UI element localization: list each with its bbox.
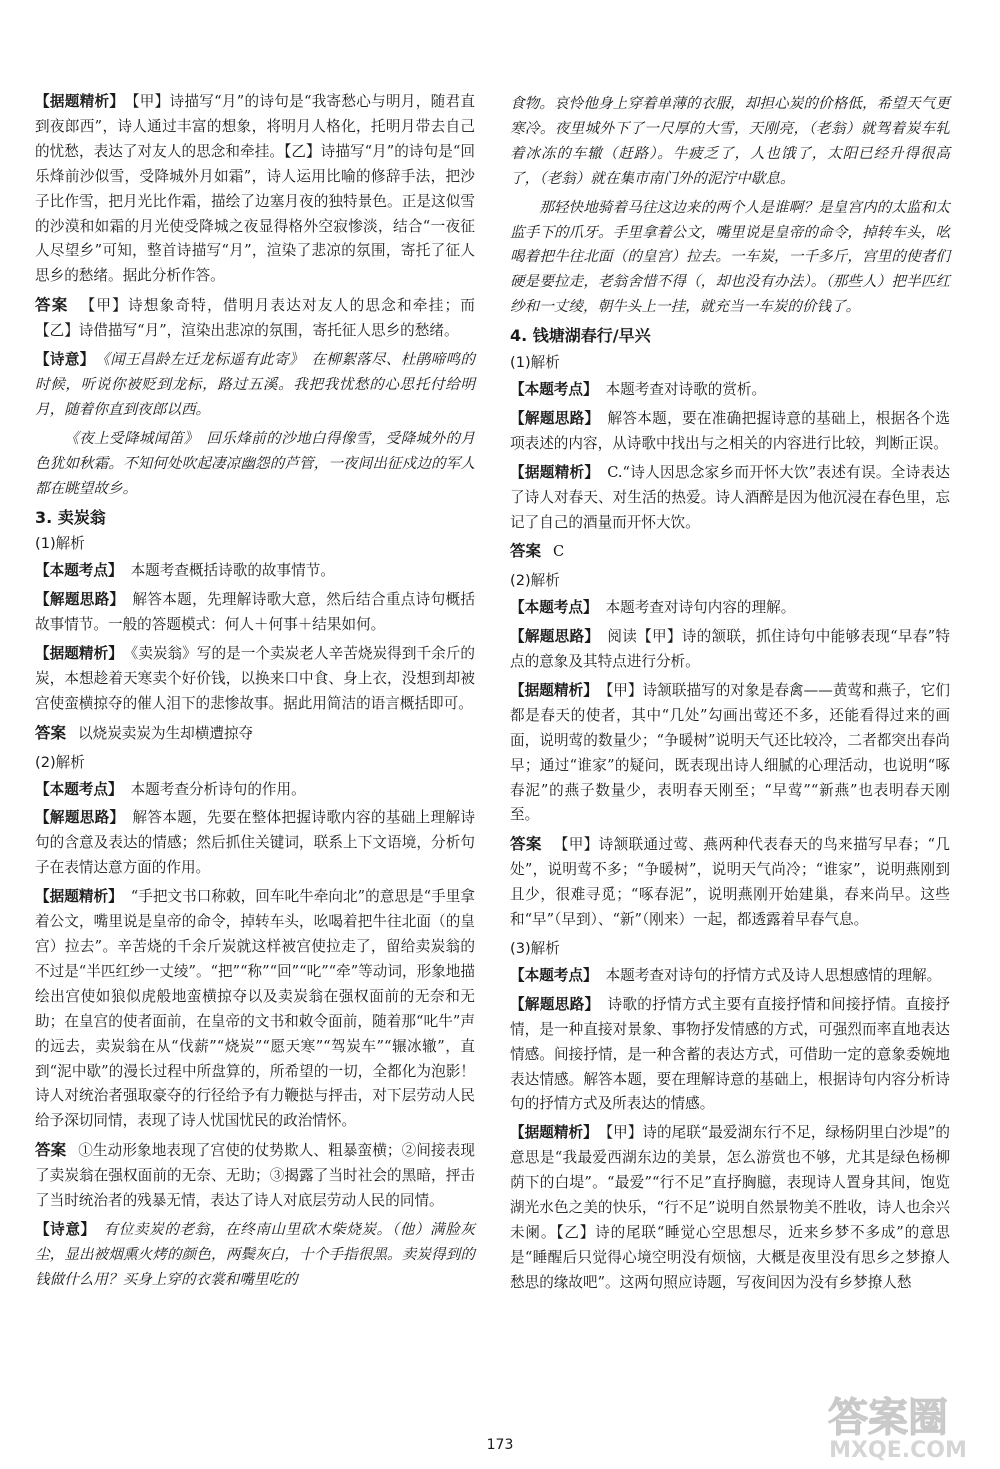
section-tag: 【解题思路】 xyxy=(35,809,125,827)
analysis-paragraph xyxy=(35,885,475,1134)
paragraph-text: 那轻快地骑着马往这边来的两个人是谁啊？是皇宫内的太监和太监手下的爪牙。手里拿着公文，嘴里说是皇帝的命令，掉转车头，吆喝着把牛往北面（的皇宫）拉去。一车炭，一千多斤，宫里的使者们硬是要拉走，老翁舍惜不得（，却也没有办法）。（那些人）把半匹红纱和一丈绫，朝牛头上一挂，就充当一车炭的价钱了。 xyxy=(510,198,950,316)
section-tag: 【解题思路】 xyxy=(510,409,600,427)
paragraph-text: 【甲】诗描写“月”的诗句是“我寄愁心与明月，随君直到夜郎西”，诗人通过丰富的想象，将明月人格化，托明月带去自己的忧愁，表达了对友人的思念和牵挂。【乙】诗描写“月”的诗句是“回乐烽前沙似雪，受降城外月如霜”，诗人运用比喻的修辞手法，把沙子比作雪，把月光比作霜，描绘了边塞月夜的独特景色。正是这似雪的沙漠和如霜的月光使受降城之夜显得格外空寂惨淡，结合“一夜征人尽望乡”可知，整首诗描写“月”，渲染了悲凉的氛围，寄托了征人思乡的愁绪。据此分析作答。 xyxy=(35,93,475,285)
analysis-paragraph xyxy=(35,348,475,423)
analysis-paragraph xyxy=(510,625,950,675)
paragraph-text: 阅读【甲】诗的颔联，抓住诗句中能够表现“早春”特点的意象及其特点进行分析。 xyxy=(510,628,950,671)
sub-question-label: (2)解析 xyxy=(510,572,560,590)
answer-label: 答案 xyxy=(35,1141,67,1160)
answer-label: 答案 xyxy=(510,542,542,561)
answer-paragraph xyxy=(510,539,950,565)
left-column xyxy=(35,90,475,1297)
section-tag: 【本题考点】 xyxy=(510,966,598,984)
section-tag: 【据题精析】 xyxy=(35,888,123,906)
analysis-paragraph xyxy=(510,964,950,989)
analysis-paragraph xyxy=(35,778,475,803)
page-number: 173 xyxy=(486,1437,514,1453)
analysis-paragraph xyxy=(510,596,950,621)
analysis-paragraph xyxy=(35,90,475,289)
section-tag: 【诗意】 xyxy=(35,351,95,369)
section-tag: 【本题考点】 xyxy=(35,780,123,798)
paragraph-text: 本题考查对诗句内容的理解。 xyxy=(605,599,796,617)
section-tag: 【解题思路】 xyxy=(35,591,125,609)
paragraph-text: 以烧炭卖炭为生却横遭掠夺 xyxy=(78,724,254,742)
paragraph-text: 食物。哀怜他身上穿着单薄的衣服，却担心炭的价格低，希望天气更寒冷。夜里城外下了一尺厚的大雪，天刚亮，（老翁）就驾着炭车轧着冰冻的车辙（赶路）。牛疲乏了，人也饿了，太阳已经升得很高了，（老翁）就在集市南门外的泥泞中歇息。 xyxy=(510,95,950,187)
paragraph-text: 解答本题，先要在整体把握诗歌内容的基础上理解诗句的含意及表达的情感；然后抓住关键词，联系上下文语境，分析句子在表情达意方面的作用。 xyxy=(35,809,475,877)
section-tag: 【据题精析】 xyxy=(35,93,125,110)
paragraph-text: “手把文书口称敕，回车叱牛牵向北”的意思是“手里拿着公文，嘴里说是皇帝的命令，掉转车头，吆喝着把牛往北面（的皇宫）拉去”。辛苦烧的千余斤炭就这样被宫使拉走了，留给卖炭翁的不过是“半匹红纱一丈绫”。“把”“称”“回”“叱”“牵”等动词，形象地描绘出宫使如狼似虎般地蛮横掠夺以及卖炭翁在强权面前的无奈和无助；在皇宫的使者面前，在皇帝的文书和敕令面前，随着那“叱牛”声的远去，卖炭翁在从“伐薪”“烧炭”“愿天寒”“驾炭车”“辗冰辙”，直到“泥中歇”的漫长过程中所盘算的，所希望的一切，全都化为泡影！诗人对统治者强取豪夺的行径给予有力鞭挞与抨击，对下层劳动人民给予深切同情，表现了诗人忧国忧民的政治情怀。 xyxy=(35,888,475,1130)
watermark-url: MXQE.COM xyxy=(829,1438,967,1463)
section-tag: 【解题思路】 xyxy=(510,995,600,1013)
section-heading: 4. 钱塘湖春行/早兴 xyxy=(510,326,651,346)
analysis-paragraph xyxy=(35,1218,475,1293)
answer-paragraph xyxy=(510,832,950,933)
paragraph-text: 《夜上受降城闻笛》 回乐烽前的沙地白得像雪，受降城外的月色犹如秋霜。不知何处吹起凄凉幽怨的芦管，一夜间出征戍边的军人都在眺望故乡。 xyxy=(35,429,475,497)
paragraph-text: 【甲】诗的尾联“最爱湖东行不足，绿杨阴里白沙堤”的意思是“我最爱西湖东边的美景，怎么游赏也不够，尤其是绿色杨柳荫下的白堤”。“最爱”“行不足”直抒胸臆，表现诗人置身其间，饱览湖光水色之美的快乐，“行不足”说明自然景物美不胜收，诗人也余兴未阑。【乙】诗的尾联“睡觉心空思想尽，近来乡梦不多成”的意思是“睡醒后只觉得心境空明没有烦恼，大概是夜里没有思乡之梦撩人愁思的缘故吧”。这两句照应诗题，写夜间因为没有乡梦撩人愁 xyxy=(510,1124,950,1291)
section-tag: 【据题精析】 xyxy=(510,681,598,699)
answer-label: 答案 xyxy=(35,723,67,742)
analysis-paragraph xyxy=(510,196,950,321)
section-tag: 【本题考点】 xyxy=(510,599,598,617)
analysis-paragraph xyxy=(510,1121,950,1295)
paragraph-text: 本题考查对诗句的抒情方式及诗人思想感情的理解。 xyxy=(605,966,942,984)
sub-question-label: (2)解析 xyxy=(35,753,85,771)
answer-paragraph xyxy=(35,721,475,747)
paragraph-text: 《闻王昌龄左迁龙标遥有此寄》 在柳絮落尽、杜鹃啼鸣的时候，听说你被贬到龙标，路过五溪。我把我忧愁的心思托付给明月，随着你直到夜郎以西。 xyxy=(35,351,475,418)
paragraph-text: 本题考查概括诗歌的故事情节。 xyxy=(130,562,335,580)
paragraph-text: C.“诗人因思念家乡而开怀大饮”表述有误。全诗表达了诗人对春天、对生活的热爱。诗人酒醉是因为他沉浸在春色里，忘记了自己的酒量而开怀大饮。 xyxy=(510,463,950,531)
section-tag: 【本题考点】 xyxy=(510,380,598,398)
paragraph-text: 诗歌的抒情方式主要有直接抒情和间接抒情。直接抒情，是一种直接对景象、事物抒发情感的方式，可强烈而率直地表达情感。间接抒情，是一种含蓄的表达方式，可借助一定的意象委婉地表达情感。解答本题，要在理解诗意的基础上，根据诗句内容分析诗句的抒情方式及所表达的情感。 xyxy=(510,995,950,1113)
sub-question-label: (1)解析 xyxy=(510,354,560,372)
answer-label: 答案 xyxy=(510,835,542,854)
answer-paragraph xyxy=(35,1138,475,1214)
paragraph-text: 【甲】诗颔联描写的对象是春禽——黄莺和燕子，它们都是春天的使者，其中“几处”勾画出莺还不多，还能看得过来的画面，说明莺的数量少；“争暖树”说明天气还比较冷，二者都突出春尚早；通过“谁家”的疑问，既表现出诗人细腻的心理活动，也说明“啄春泥”的燕子数量少，表明春天刚至；“早莺”“新燕”也表明春天刚至。 xyxy=(510,681,950,824)
paragraph-text: 《卖炭翁》写的是一个卖炭老人辛苦烧炭得到千余斤的炭，本想趁着天寒卖个好价钱，以换来口中食、身上衣，没想到却被宫使蛮横掠夺的催人泪下的悲惨故事。据此用简洁的语言概括即可。 xyxy=(35,645,475,712)
section-tag: 【诗意】 xyxy=(35,1220,96,1238)
paragraph-text: 本题考查对诗歌的赏析。 xyxy=(605,380,767,398)
paragraph-text: 解答本题，要在准确把握诗意的基础上，根据各个选项表述的内容，从诗歌中找出与之相关的内容进行比较，判断正误。 xyxy=(510,409,950,452)
section-heading: 3. 卖炭翁 xyxy=(35,507,106,527)
section-tag: 【据题精析】 xyxy=(510,1124,598,1142)
analysis-paragraph xyxy=(510,407,950,457)
paragraph-text: 【甲】诗颔联通过莺、燕两种代表春天的鸟来描写早春；“几处”，说明莺不多；“争暖树”，说明天气尚冷；“谁家”，说明燕刚到且少，很难寻觅；“啄春泥”，说明燕刚开始建巢，春来尚早。这些和“早”（早到）、“新”（刚来）一起，都透露着早春气息。 xyxy=(510,836,950,929)
paragraph-text: C xyxy=(553,543,565,561)
analysis-paragraph xyxy=(510,461,950,536)
analysis-paragraph xyxy=(510,993,950,1118)
paragraph-text: ①生动形象地表现了宫使的仗势欺人、粗暴蛮横；②间接表现了卖炭翁在强权面前的无奈、无助；③揭露了当时社会的黑暗，抨击了当时统治者的残暴无情，表达了诗人对底层劳动人民的同情。 xyxy=(35,1142,475,1210)
paragraph-text: 【甲】诗想象奇特，借明月表达对友人的思念和牵挂；而【乙】诗借描写“月”，渲染出悲凉的氛围，寄托征人思乡的愁绪。 xyxy=(35,297,475,340)
sub-question-label: (3)解析 xyxy=(510,940,560,957)
watermark-text: 答案圈 xyxy=(828,1395,948,1441)
analysis-paragraph xyxy=(35,588,475,638)
analysis-paragraph xyxy=(35,427,475,502)
paragraph-text: 解答本题，先理解诗歌大意，然后结合重点诗句概括故事情节。一般的答题模式：何人＋何事＋结果如何。 xyxy=(35,591,475,634)
section-tag: 【据题精析】 xyxy=(35,645,123,663)
analysis-paragraph xyxy=(510,378,950,403)
analysis-paragraph xyxy=(35,642,475,717)
analysis-paragraph xyxy=(35,559,475,584)
analysis-paragraph xyxy=(510,679,950,828)
answer-paragraph xyxy=(35,293,475,344)
paragraph-text: 本题考查分析诗句的作用。 xyxy=(130,780,306,798)
answer-label: 答案 xyxy=(35,296,69,315)
right-column xyxy=(510,92,950,1300)
watermark-logo xyxy=(788,1383,988,1463)
analysis-paragraph xyxy=(510,92,950,192)
section-tag: 【据题精析】 xyxy=(510,463,600,481)
sub-question-label: (1)解析 xyxy=(35,535,85,553)
analysis-paragraph xyxy=(35,806,475,881)
section-tag: 【本题考点】 xyxy=(35,562,123,580)
section-tag: 【解题思路】 xyxy=(510,628,600,646)
paragraph-text: 有位卖炭的老翁，在终南山里砍木柴烧炭。（他）满脸灰尘，显出被烟熏火烤的颜色，两鬓灰白，十个手指很黑。卖炭得到的钱做什么用？买身上穿的衣裳和嘴里吃的 xyxy=(35,1220,475,1288)
